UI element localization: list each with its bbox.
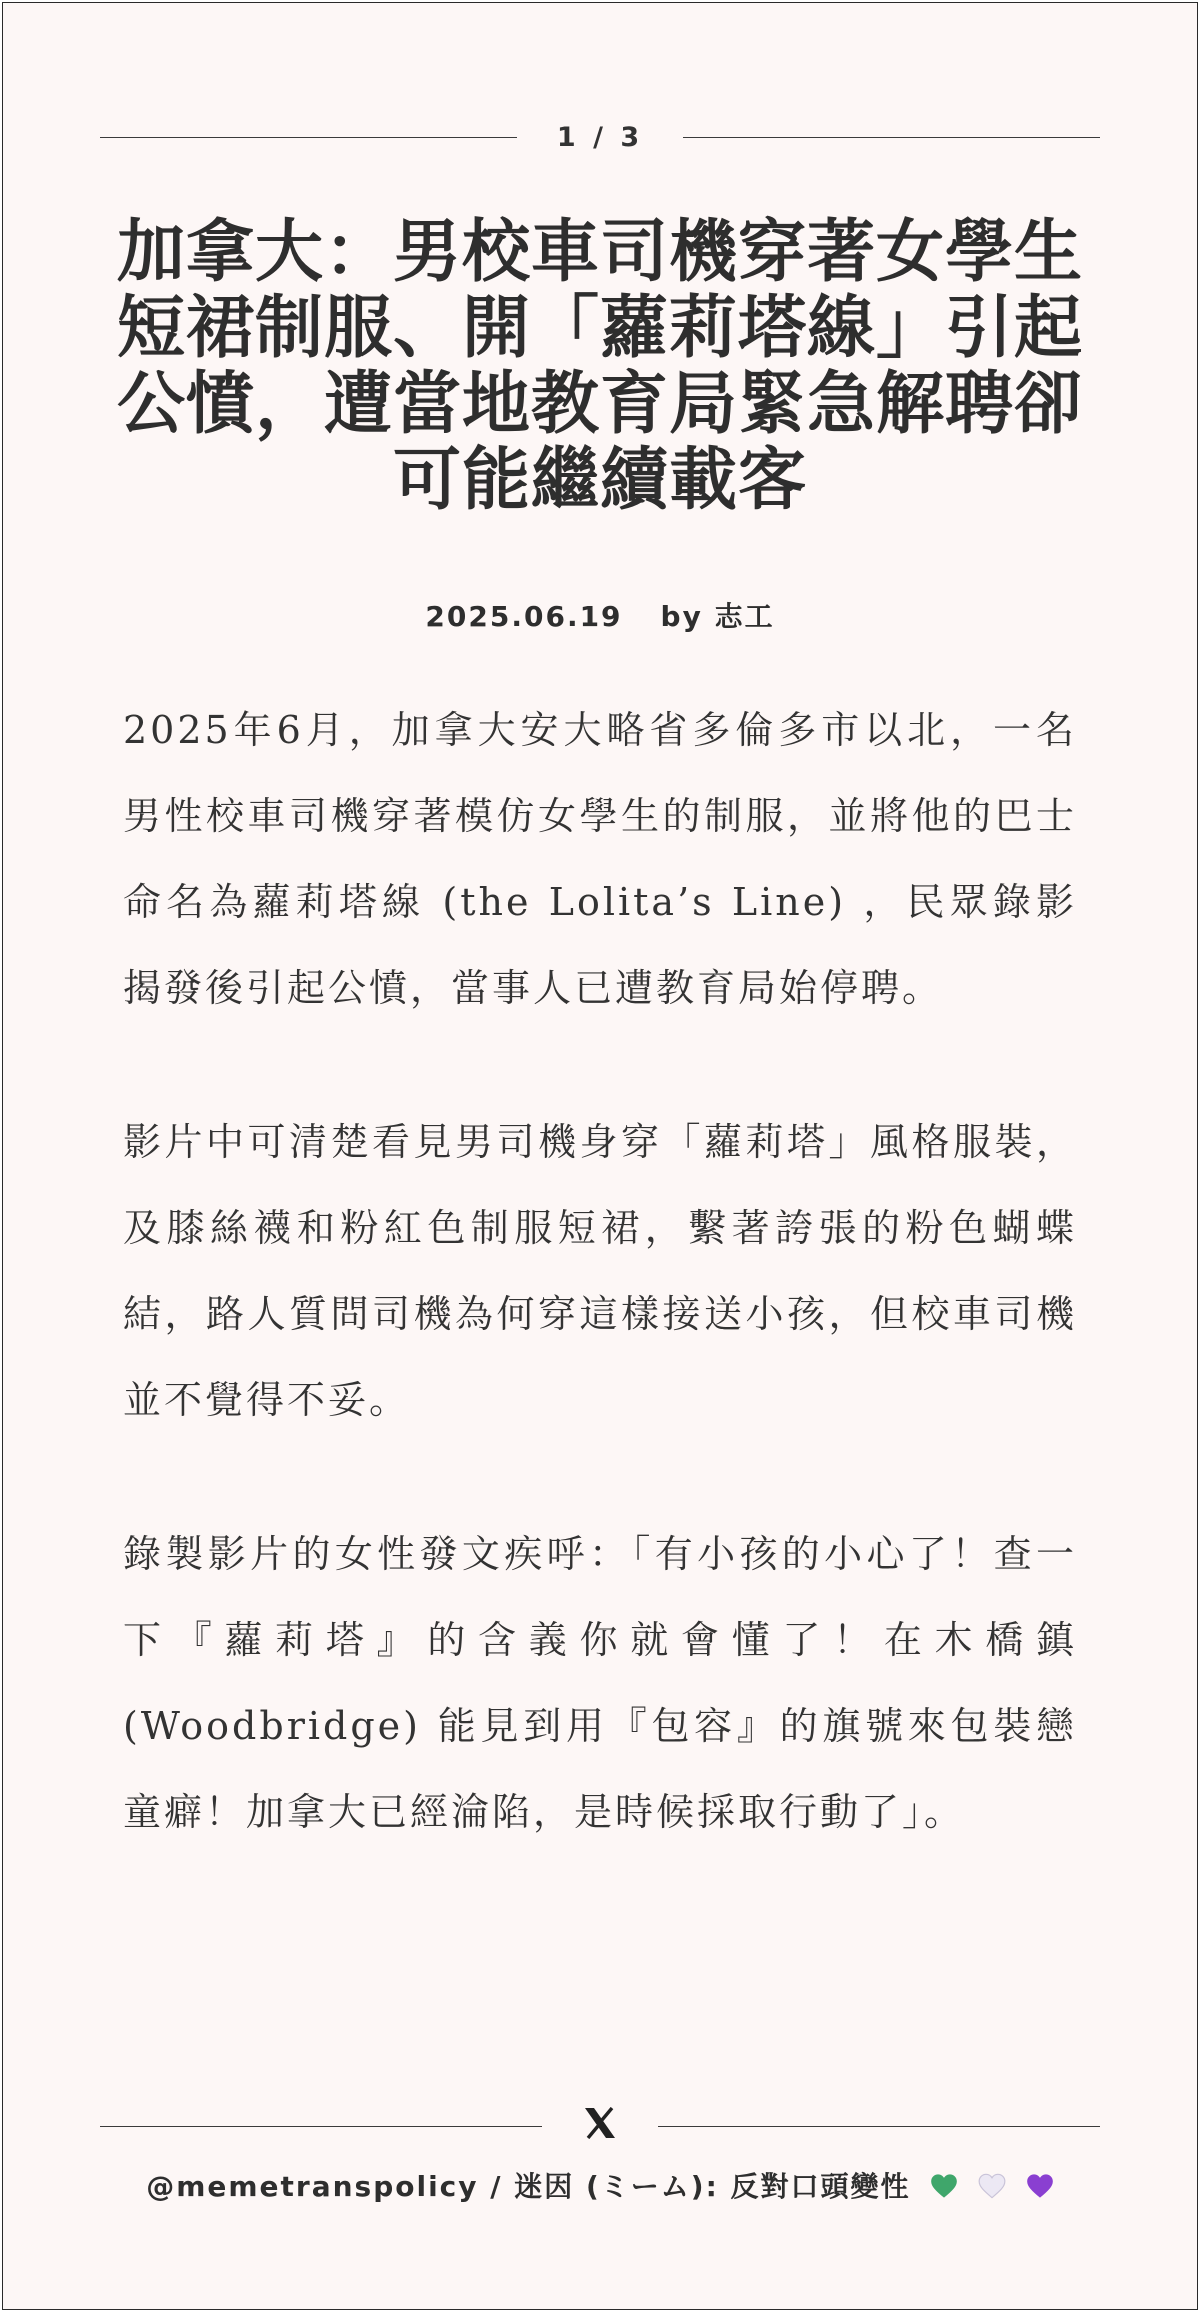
purple-heart-icon xyxy=(1026,2172,1054,2200)
article-date: 2025.06.19 xyxy=(425,600,623,633)
article-body xyxy=(123,687,1077,1923)
divider-right xyxy=(683,137,1100,138)
paragraph-1: 2025年6月，加拿大安大略省多倫多市以北，一名男性校車司機穿著模仿女學生的制服，並將他的巴士命名為蘿莉塔線 (the Lolita’s Line) ，民眾錄影揭發後引起公憤，當事人已遭教育局始停聘。 xyxy=(123,708,1077,1010)
white-heart-icon xyxy=(978,2172,1006,2200)
handle-text: @memetranspolicy / 迷因 (ミーム): 反對口頭變性 xyxy=(146,2170,911,2203)
footer-handle xyxy=(3,2165,1197,2205)
footer-divider-row xyxy=(100,2101,1100,2151)
x-logo-icon xyxy=(542,2104,658,2148)
divider-left xyxy=(100,137,517,138)
article-title: 加拿大：男校車司機穿著女學生短裙制服、開「蘿莉塔線」引起公憤，遭當地教育局緊急解聘卻可能繼續載客 xyxy=(116,213,1083,520)
footer-divider-left xyxy=(100,2126,542,2127)
footer-divider-right xyxy=(658,2126,1100,2127)
paragraph-2: 影片中可清楚看見男司機身穿「蘿莉塔」風格服裝，及膝絲襪和粉紅色制服短裙，繫著誇張的粉色蝴蝶結，路人質問司機為何穿這樣接送小孩，但校車司機並不覺得不妥。 xyxy=(123,1120,1077,1422)
green-heart-icon xyxy=(930,2172,958,2200)
paragraph-3: 錄製影片的女性發文疾呼：「有小孩的小心了！查一下『蘿莉塔』的含義你就會懂了！在木橋鎮 (Woodbridge) 能見到用『包容』的旗號來包裝戀童癖！加拿大已經淪陷，是時候採取行動了」。 xyxy=(123,1532,1077,1834)
page-card xyxy=(2,2,1198,2310)
article-author: by 志工 xyxy=(660,600,775,633)
page-indicator-row xyxy=(100,115,1100,159)
article-meta xyxy=(3,595,1197,635)
page-indicator: 1 / 3 xyxy=(556,121,644,153)
